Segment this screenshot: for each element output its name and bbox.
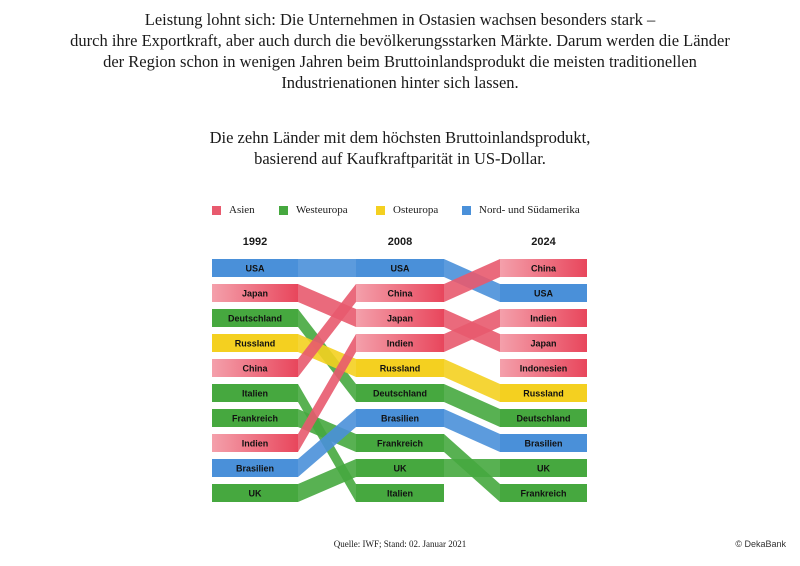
band-label-indonesien-2024: Indonesien [519, 363, 568, 374]
band-label-deutschland-2024: Deutschland [516, 413, 571, 424]
column-2008 [356, 236, 444, 502]
year-label-2008: 2008 [387, 236, 413, 248]
band-label-russland-2024: Russland [523, 388, 564, 399]
legend-label-asien: Asien [229, 204, 255, 216]
legend-label-amerika: Nord- und Südamerika [479, 204, 580, 216]
intro-line: Leistung lohnt sich: Die Unternehmen in Ostasien wachsen besonders stark – [144, 10, 656, 29]
legend-label-westeuropa: Westeuropa [296, 204, 348, 216]
band-label-uk-1992: UK [248, 488, 262, 499]
band-label-indien-2008: Indien [386, 338, 414, 349]
band-label-japan-2008: Japan [386, 313, 414, 324]
year-label-1992: 1992 [242, 236, 268, 248]
source-note: Quelle: IWF; Stand: 02. Januar 2021 [333, 539, 467, 549]
band-label-brasilien-1992: Brasilien [235, 463, 275, 474]
connector-uk-2008-2024 [444, 459, 500, 477]
band-label-uk-2024: UK [537, 463, 550, 474]
band-label-usa-2008: USA [390, 263, 410, 274]
band-label-usa-2024: USA [533, 288, 554, 299]
band-label-uk-2008: UK [393, 463, 407, 474]
band-label-frankreich-2008: Frankreich [376, 438, 424, 449]
band-label-russland-2008: Russland [379, 363, 421, 374]
band-label-brasilien-2008: Brasilien [380, 413, 420, 424]
intro-line: durch ihre Exportkraft, aber auch durch die bevölkerungsstarken Märkte. Darum werden die Länder [70, 31, 730, 50]
band-label-frankreich-2024: Frankreich [520, 488, 567, 499]
intro-line: der Region schon in wenigen Jahren beim Bruttoinlandsprodukt die meisten traditionellen [103, 52, 697, 71]
band-label-brasilien-2024: Brasilien [524, 438, 563, 449]
band-label-frankreich-1992: Frankreich [231, 413, 279, 424]
band-label-italien-1992: Italien [241, 388, 269, 399]
band-label-deutschland-1992: Deutschland [227, 313, 283, 324]
connector-usa-1992-2008 [298, 259, 356, 277]
band-label-china-1992: China [242, 363, 268, 374]
band-label-china-2008: China [387, 288, 413, 299]
band-label-italien-2008: Italien [386, 488, 414, 499]
band-label-usa-1992: USA [245, 263, 265, 274]
band-label-indien-1992: Indien [241, 438, 269, 449]
copyright-note: © DekaBank [735, 539, 786, 549]
band-label-japan-1992: Japan [241, 288, 269, 299]
column-2024 [500, 236, 587, 502]
band-label-russland-1992: Russland [234, 338, 276, 349]
year-label-2024: 2024 [531, 236, 556, 248]
legend-label-osteuropa: Osteuropa [393, 204, 439, 216]
band-label-china-2024: China [530, 263, 557, 274]
column-1992 [212, 236, 298, 502]
subtitle-line: Die zehn Länder mit dem höchsten Bruttoinlandsprodukt, [209, 128, 591, 147]
band-label-japan-2024: Japan [530, 338, 557, 349]
subtitle-line: basierend auf Kaufkraftparität in US-Dollar. [254, 149, 546, 168]
intro-line: Industrienationen hinter sich lassen. [281, 73, 519, 92]
band-label-indien-2024: Indien [530, 313, 557, 324]
band-label-deutschland-2008: Deutschland [372, 388, 428, 399]
